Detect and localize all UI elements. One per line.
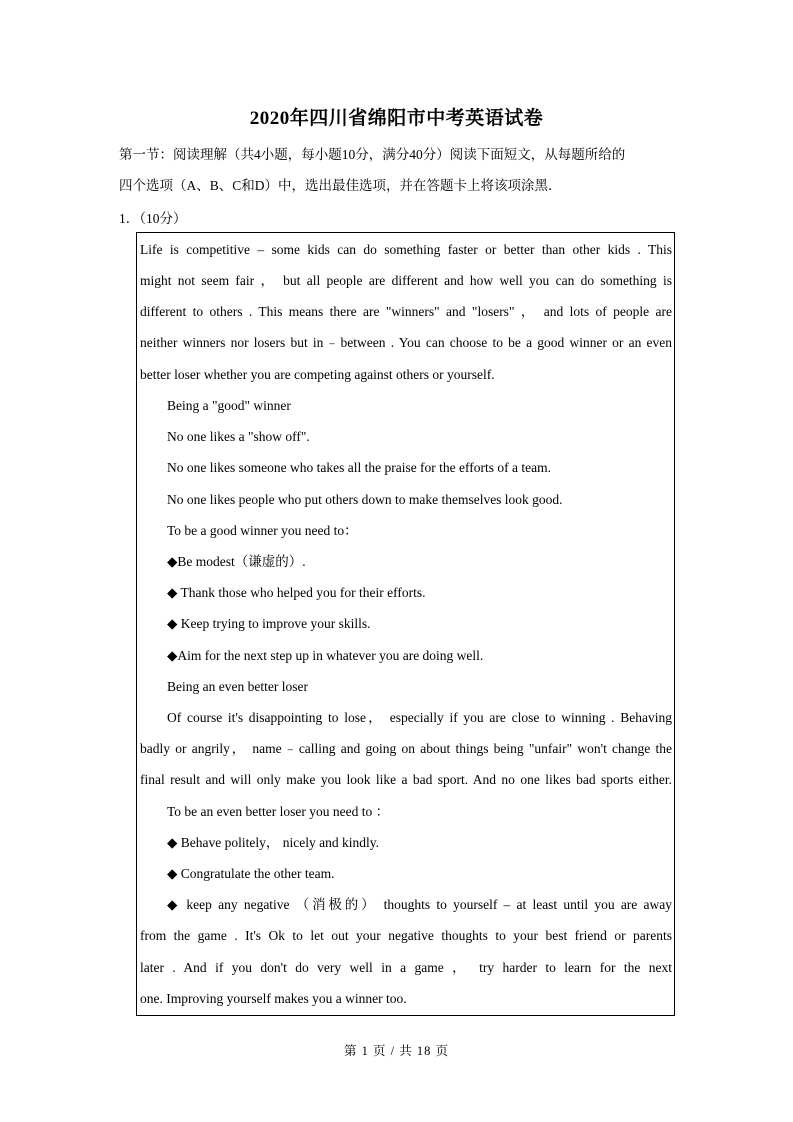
passage-line: Of course it's disappointing to lose， especially if you are close to winning . Behaving xyxy=(167,710,672,725)
passage-line: from the game . It's Ok to let out your negative thoughts to your best friend or parents xyxy=(140,928,672,943)
passage-line: different to others . This means there are "winners" and "losers" ， and lots of people are xyxy=(140,304,672,319)
passage-line: Life is competitive – some kids can do something faster or better than other kids . This xyxy=(140,242,672,257)
section-instructions-line-1: 第一节：阅读理解（共4小题，每小题10分，满分40分）阅读下面短文，从每题所给的 xyxy=(119,147,626,162)
passage-bullet: ◆Be modest（谦虚的）. xyxy=(167,554,306,569)
passage-line: To be an even better loser you need to ： xyxy=(167,804,390,819)
passage-line: final result and will only make you look like a bad sport. And no one likes bad sports either. xyxy=(140,772,672,787)
passage-line: badly or angrily， name﹣calling and going on about things being "unfair" won't change the xyxy=(140,741,672,756)
passage-bullet: ◆ Behave politely， nicely and kindly. xyxy=(167,835,379,850)
passage-line: neither winners nor losers but in﹣between . You can choose to be a good winner or an even xyxy=(140,335,672,350)
passage-line: No one likes a "show off". xyxy=(167,429,310,444)
passage-bullet: ◆ Keep trying to improve your skills. xyxy=(167,616,371,631)
passage-line: No one likes people who put others down to make themselves look good. xyxy=(167,492,563,507)
passage-bullet: ◆ Congratulate the other team. xyxy=(167,866,335,881)
passage-line: might not seem fair ， but all people are different and how well you can do something is xyxy=(140,273,672,288)
page-footer: 第 1 页 / 共 18 页 xyxy=(344,1044,449,1058)
passage-bullet: ◆ keep any negative （消极的） thoughts to yourself – at least until you are away xyxy=(167,897,672,912)
passage-line: No one likes someone who takes all the praise for the efforts of a team. xyxy=(167,460,552,475)
passage-line: better loser whether you are competing against others or yourself. xyxy=(140,367,495,382)
section-instructions-line-2: 四个选项（A、B、C和D）中，选出最佳选项，并在答题卡上将该项涂黑． xyxy=(119,178,562,193)
page-title: 2020年四川省绵阳市中考英语试卷 xyxy=(249,108,544,129)
passage-line: later . And if you don't do very well in a game ， try harder to learn for the next xyxy=(140,960,672,975)
passage-bullet: ◆ Thank those who helped you for their efforts. xyxy=(167,585,426,600)
passage-box xyxy=(136,232,675,1016)
question-number: 1．（10分） xyxy=(119,211,187,226)
passage-heading-good-winner: Being a "good" winner xyxy=(167,398,291,413)
passage-line: one. Improving yourself makes you a winner too. xyxy=(140,991,407,1006)
passage-line: To be a good winner you need to： xyxy=(167,523,358,538)
passage-heading-better-loser: Being an even better loser xyxy=(167,679,308,694)
passage-bullet: ◆Aim for the next step up in whatever you are doing well. xyxy=(167,648,484,663)
